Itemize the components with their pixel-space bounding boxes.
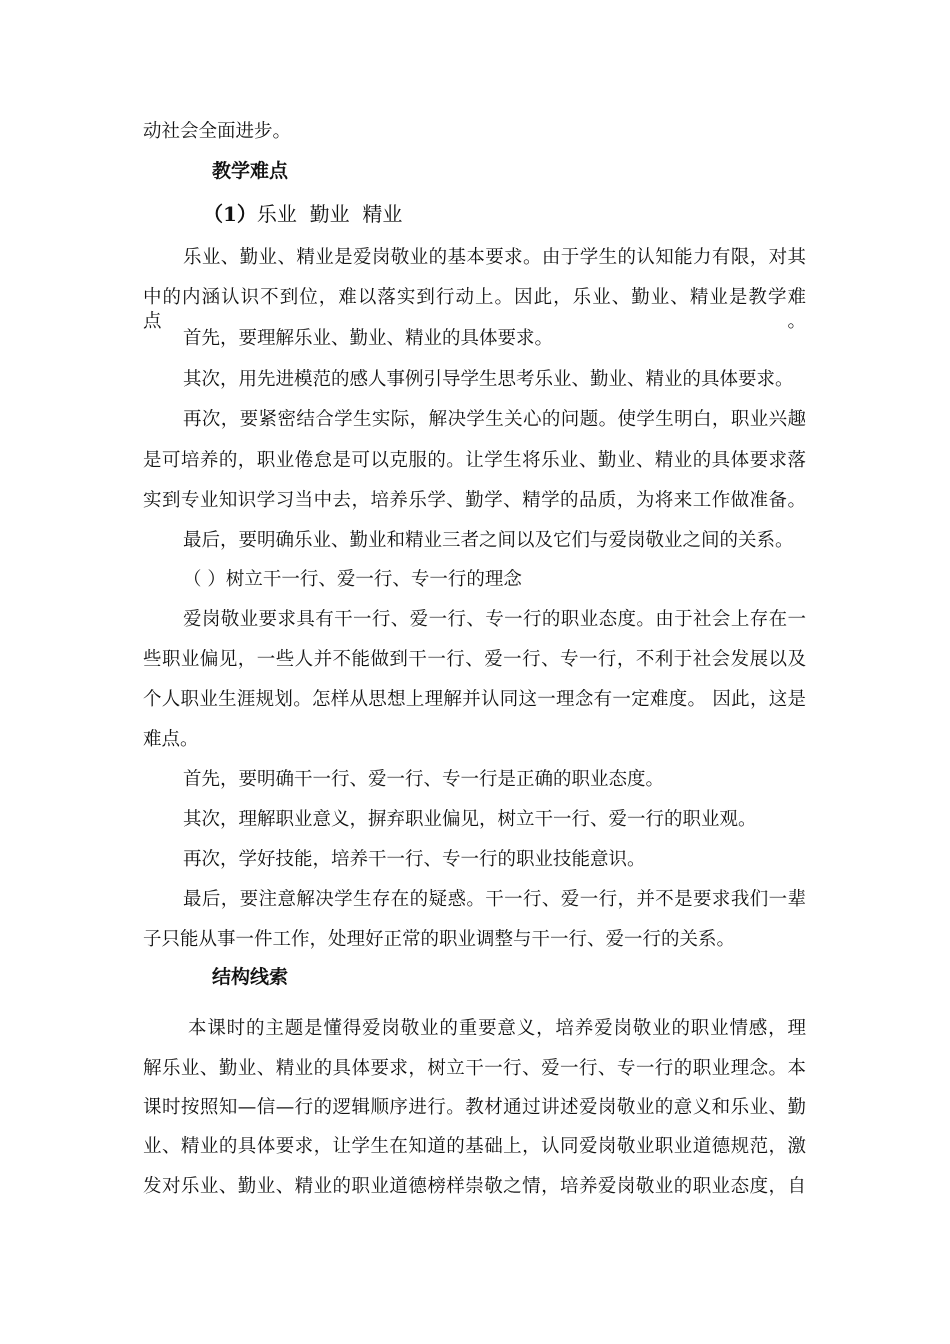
paragraph-line: 首先，要理解乐业、勤业、精业的具体要求。 (183, 328, 554, 349)
section-heading-structure-clues: 结构线索 (212, 966, 289, 988)
paragraph-line: 再次，要紧密结合学生实际，解决学生关心的问题。使学生明白，职业兴趣 (183, 409, 806, 430)
paragraph-line: 其次，理解职业意义，摒弃职业偏见，树立干一行、爱一行的职业观。 (183, 809, 757, 830)
subheading-2: （ ）树立干一行、爱一行、专一行的理念 (183, 569, 522, 590)
paragraph-line: 解乐业、勤业、精业的具体要求，树立干一行、爱一行、专一行的职业理念。本 (143, 1058, 806, 1079)
paragraph-line: 其次，用先进模范的感人事例引导学生思考乐业、勤业、精业的具体要求。 (183, 369, 794, 390)
paragraph-line: 中的内涵认识不到位，难以落实到行动上。因此，乐业、勤业、精业是教学难点。 (143, 287, 806, 332)
paragraph-line: 个人职业生涯规划。怎样从思想上理解并认同这一理念有一定难度。 因此，这是 (143, 689, 806, 710)
paragraph-line: 最后，要注意解决学生存在的疑惑。干一行、爱一行，并不是要求我们一辈 (183, 889, 806, 910)
paragraph-line: 发对乐业、勤业、精业的职业道德榜样崇敬之情，培养爱岗敬业的职业态度，自 (143, 1176, 806, 1197)
paragraph-line: 爱岗敬业要求具有干一行、爱一行、专一行的职业态度。由于社会上存在一 (183, 609, 806, 630)
section-heading-teaching-difficulties: 教学难点 (212, 160, 289, 182)
paragraph-line: 最后，要明确乐业、勤业和精业三者之间以及它们与爱岗敬业之间的关系。 (183, 530, 794, 551)
subheading-text: 乐业 勤业 精业 (256, 202, 403, 226)
paragraph-line: 业、精业的具体要求，让学生在知道的基础上，认同爱岗敬业职业道德规范，激 (143, 1136, 806, 1157)
paragraph-line: 些职业偏见，一些人并不能做到干一行、爱一行、专一行，不利于社会发展以及 (143, 649, 806, 670)
paragraph-line: 乐业、勤业、精业是爱岗敬业的基本要求。由于学生的认知能力有限，对其 (183, 247, 806, 268)
paragraph-line: 是可培养的，职业倦怠是可以克服的。让学生将乐业、勤业、精业的具体要求落 (143, 450, 806, 471)
paragraph-continuation: 动社会全面进步。 (143, 121, 292, 142)
paragraph-line: 实到专业知识学习当中去，培养乐学、勤学、精学的品质，为将来工作做准备。 (143, 490, 806, 511)
subheading-1 (203, 201, 402, 227)
paragraph-line: 首先，要明确干一行、爱一行、专一行是正确的职业态度。 (183, 769, 665, 790)
paragraph-line: 再次，学好技能，培养干一行、专一行的职业技能意识。 (183, 849, 646, 870)
paragraph-line: 难点。 (143, 729, 199, 750)
subheading-number: （1） (203, 202, 257, 226)
paragraph-line: 本课时的主题是懂得爱岗敬业的重要意义，培养爱岗敬业的职业情感，理 (188, 1018, 806, 1039)
paragraph-line: 子只能从事一件工作，处理好正常的职业调整与干一行、爱一行的关系。 (143, 929, 736, 950)
paragraph-line: 课时按照知—信—行的逻辑顺序进行。教材通过讲述爱岗敬业的意义和乐业、勤 (143, 1097, 806, 1118)
